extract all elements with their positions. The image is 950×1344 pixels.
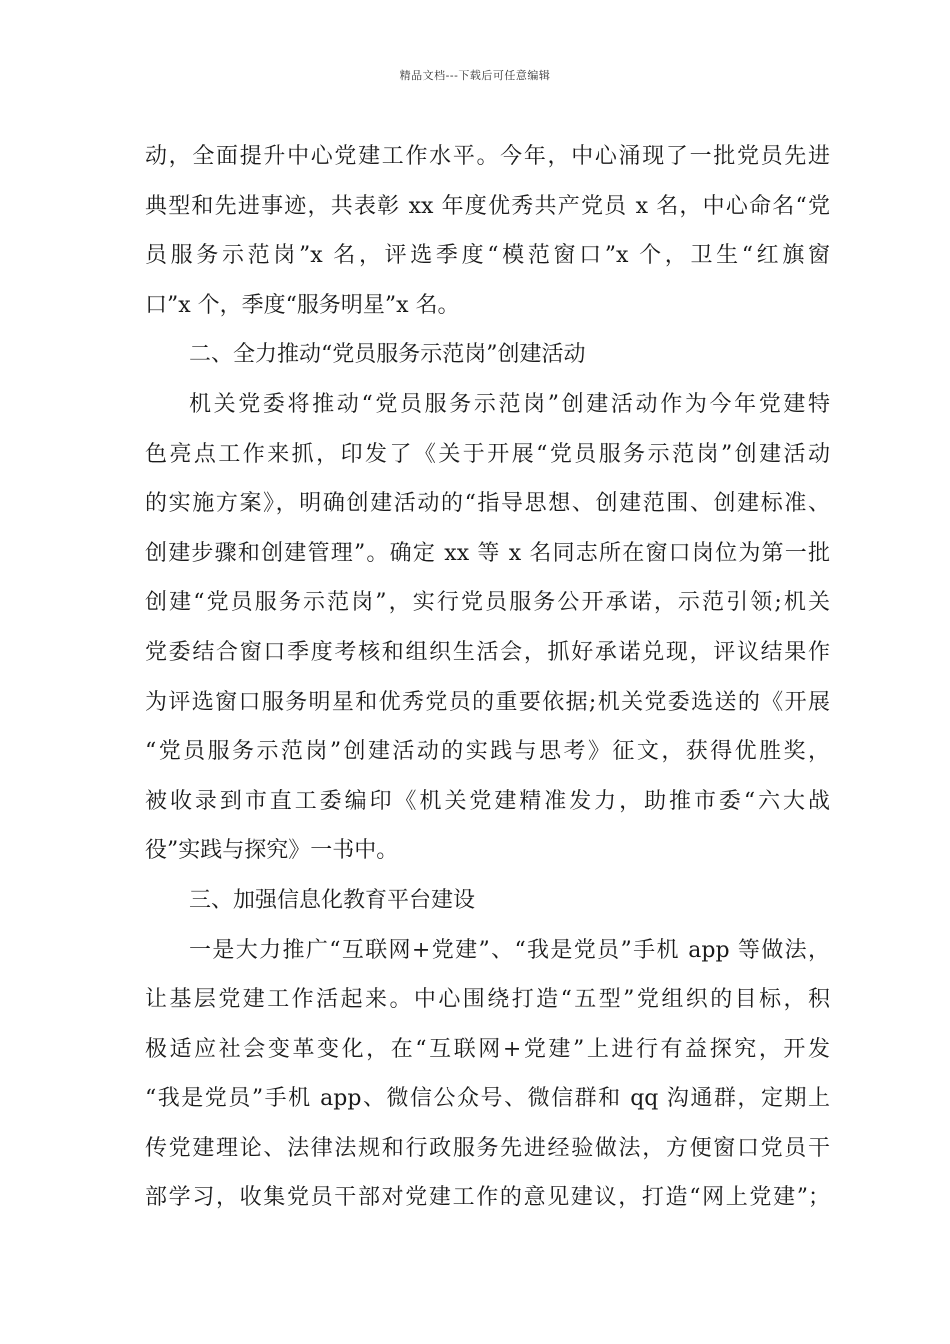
- body-line: “我是党员”手机 app、微信公众号、微信群和 qq 沟通群，定期上: [145, 1086, 830, 1112]
- body-line: 色亮点工作来抓，印发了《关于开展“党员服务示范岗”创建活动: [145, 441, 830, 467]
- page-header: 精品文档---下载后可任意编辑: [399, 69, 551, 82]
- body-line: 党委结合窗口季度考核和组织生活会，抓好承诺兑现，评议结果作: [145, 639, 830, 665]
- body-line: 部学习，收集党员干部对党建工作的意见建议，打造“网上党建”；: [145, 1185, 830, 1211]
- body-line: 为评选窗口服务明星和优秀党员的重要依据;机关党委选送的《开展: [145, 689, 830, 715]
- body-line: 被收录到市直工委编印《机关党建精准发力，助推市委“六大战: [145, 788, 830, 814]
- body-line: 一是大力推广“互联网+党建”、“我是党员”手机 app 等做法，: [189, 937, 830, 963]
- body-line: 动，全面提升中心党建工作水平。今年，中心涌现了一批党员先进: [145, 144, 830, 169]
- body-line: 极适应社会变革变化，在“互联网+党建”上进行有益探究，开发: [145, 1036, 830, 1062]
- body-line: 创建“党员服务示范岗”，实行党员服务公开承诺，示范引领;机关: [145, 590, 830, 616]
- body-line: “党员服务示范岗”创建活动的实践与思考》征文，获得优胜奖，: [145, 739, 830, 765]
- body-line: 典型和先进事迹，共表彰 xx 年度优秀共产党员 x 名，中心命名“党: [145, 193, 830, 219]
- section-heading: 三、加强信息化教育平台建设: [189, 887, 476, 913]
- document-body: [145, 132, 830, 1223]
- body-line: 役”实践与探究》一书中。: [145, 838, 399, 864]
- body-line: 传党建理论、法律法规和行政服务先进经验做法，方便窗口党员干: [145, 1135, 830, 1161]
- body-line: 创建步骤和创建管理”。确定 xx 等 x 名同志所在窗口岗位为第一批: [145, 540, 830, 566]
- body-line: 机关党委将推动“党员服务示范岗”创建活动作为今年党建特: [189, 391, 830, 417]
- section-heading: 二、全力推动“党员服务示范岗”创建活动: [189, 342, 586, 368]
- body-line: 的实施方案》，明确创建活动的“指导思想、创建范围、创建标准、: [145, 491, 830, 517]
- body-line: 员服务示范岗”x 名，评选季度“模范窗口”x 个，卫生“红旗窗: [145, 243, 830, 269]
- body-line: 让基层党建工作活起来。中心围绕打造“五型”党组织的目标，积: [145, 987, 830, 1013]
- body-line: 口”x 个，季度“服务明星”x 名。: [145, 292, 460, 318]
